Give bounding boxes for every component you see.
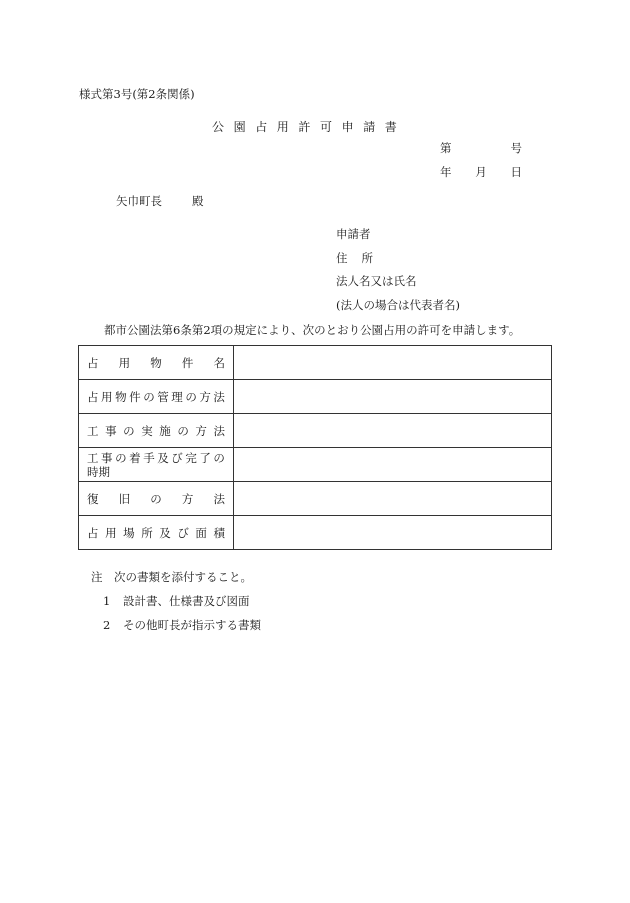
date-line [440,164,522,180]
value-cell-construction-period[interactable] [234,448,552,482]
value-cell-management-method[interactable] [234,380,552,414]
addressee-name: 矢巾町長 [116,194,162,208]
list-item [91,589,261,613]
value-cell-occupied-item[interactable] [234,346,552,380]
note-text: その他町長が指示する書類 [123,618,261,632]
form-number: 様式第3号(第2条関係) [79,87,195,101]
value-cell-construction-method[interactable] [234,414,552,448]
row-label-construction-method: 工 事 の 実 施 の 方 法 [79,414,234,448]
list-item [91,613,261,637]
notes-section [91,565,261,637]
number-prefix: 第 [440,141,452,155]
date-year: 年 [440,165,452,179]
note-number: 2 [103,618,111,632]
table-row [79,380,552,414]
addressee-honorific: 殿 [192,194,204,208]
document-number-line [440,140,522,156]
row-label-occupied-item: 占 用 物 件 名 [79,346,234,380]
note-number: 1 [103,594,111,608]
addressee [116,193,204,209]
application-table [78,345,552,550]
table-row [79,516,552,550]
date-month: 月 [475,165,487,179]
notes-header: 注 次の書類を添付すること。 [91,570,252,584]
note-text: 設計書、仕様書及び図面 [123,594,250,608]
row-label-line2: 時期 [87,464,110,479]
table-row [79,414,552,448]
value-cell-restoration-method[interactable] [234,482,552,516]
date-day: 日 [510,165,522,179]
row-label-construction-period: 工 事 の 着 手 及 び 完 了 の 時期 [79,448,234,482]
document-title: 公園占用許可申請書 [212,120,407,134]
applicant-block [336,223,460,317]
value-cell-location-and-area[interactable] [234,516,552,550]
table-row [79,346,552,380]
row-label-restoration-method: 復 旧 の 方 法 [79,482,234,516]
number-suffix: 号 [510,141,522,155]
row-label-location-and-area: 占 用 場 所 及 び 面 積 [79,516,234,550]
applicant-label: 申請者 [336,227,371,241]
row-label-management-method: 占 用 物 件 の 管 理 の 方 法 [79,380,234,414]
table-row [79,448,552,482]
address-label: 住 所 [336,250,373,265]
table-row [79,482,552,516]
representative-note: (法人の場合は代表者名) [336,297,460,312]
name-label: 法人名又は氏名 [336,274,417,288]
intro-text: 都市公園法第6条第2項の規定により、次のとおり公園占用の許可を申請します。 [104,323,521,337]
